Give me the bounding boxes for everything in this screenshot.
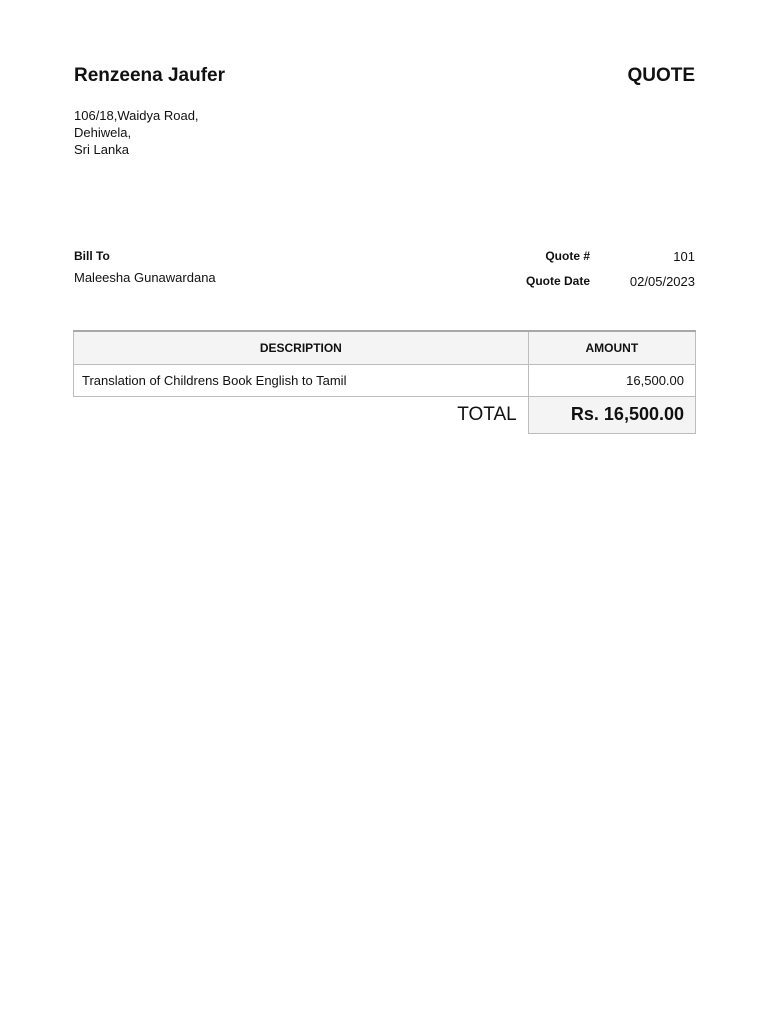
quote-number-row [495,249,695,274]
quote-meta [495,249,695,299]
table-header-row [74,331,696,365]
sender-address [74,107,199,158]
bill-to-name: Maleesha Gunawardana [74,270,216,285]
quote-date-value: 02/05/2023 [629,274,695,289]
item-amount: 16,500.00 [528,365,695,397]
total-row [74,397,696,434]
item-description: Translation of Childrens Book English to Tamil [74,365,529,397]
quote-date-label: Quote Date [525,274,590,288]
table-row [74,365,696,397]
amount-column-header: AMOUNT [528,331,695,365]
total-label: TOTAL [74,397,529,434]
bill-to-label: Bill To [74,249,110,263]
line-items-table [73,330,696,434]
address-line: 106/18,Waidya Road, [74,108,199,123]
description-column-header: DESCRIPTION [74,331,529,365]
address-line: Dehiwela, [74,125,132,140]
address-line: Sri Lanka [74,142,129,157]
quote-number-label: Quote # [545,249,590,263]
document-type-title: QUOTE [627,65,695,86]
company-name: Renzeena Jaufer [74,65,226,86]
total-value: Rs. 16,500.00 [528,397,695,434]
quote-number-value: 101 [673,249,695,264]
quote-date-row [495,274,695,299]
